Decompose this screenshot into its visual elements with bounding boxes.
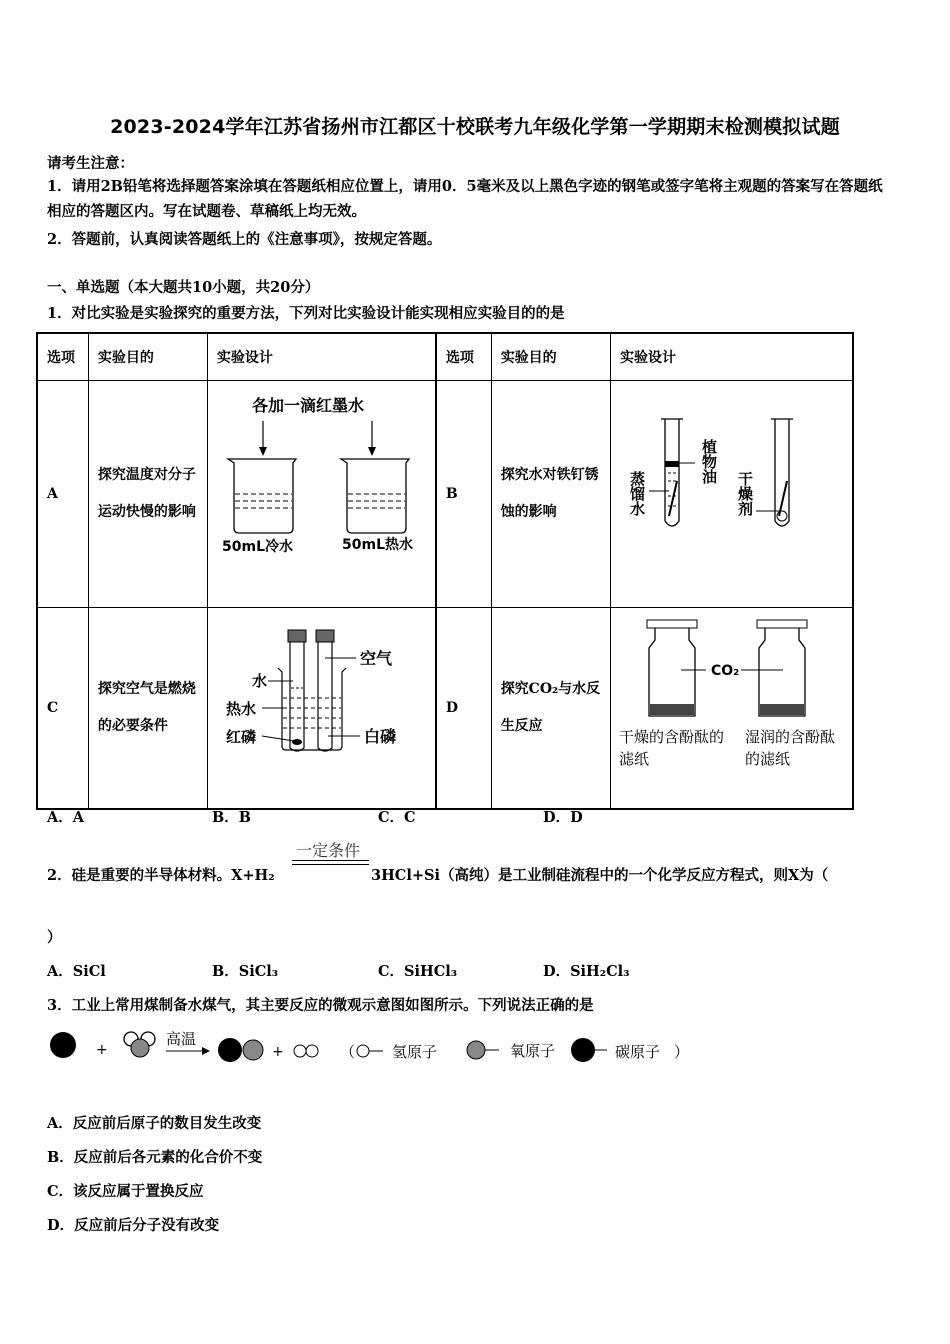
reaction-condition: 一定条件: [296, 841, 361, 860]
reaction-condition-label: 高温: [166, 1030, 197, 1048]
question-1-stem: 1．对比实验是实验探究的重要方法，下列对比实验设计能实现相应实验目的的是: [47, 305, 565, 322]
option-cell: A: [37, 381, 88, 608]
option-b[interactable]: B．B: [212, 809, 252, 826]
header-design: 实验设计: [207, 333, 436, 381]
header-purpose: 实验目的: [491, 333, 610, 381]
option-b[interactable]: B．反应前后各元素的化合价不变: [47, 1149, 263, 1166]
fig-c-air-label: 空气: [359, 649, 392, 668]
fig-a-hot-label: 50mL热水: [341, 537, 413, 553]
question-2-stem-b: 3HCl+Si（高纯）是工业制硅流程中的一个化学反应方程式，则X为（: [371, 867, 829, 884]
svg-text:+: +: [272, 1044, 284, 1060]
option-c[interactable]: C．SiHCl₃: [378, 963, 458, 980]
fig-a-top-label: 各加一滴红墨水: [251, 396, 364, 415]
question-2-stem-c: ）: [47, 929, 62, 946]
legend-close: ）: [674, 1043, 690, 1061]
fig-d-right-label: 湿润的含酚酞的滤纸: [744, 728, 835, 768]
legend-hydrogen: 氢原子: [392, 1043, 438, 1061]
option-a[interactable]: A．A: [47, 809, 85, 826]
reaction-arrow-line: [292, 860, 369, 861]
header-option: 选项: [37, 333, 88, 381]
option-cell: B: [436, 381, 491, 608]
question-3-stem: 3．工业上常用煤制备水煤气，其主要反应的微观示意图如图所示。下列说法正确的是: [47, 997, 594, 1014]
experiment-table: [36, 332, 854, 810]
fig-b-dryer-label: 干燥剂: [735, 471, 754, 516]
legend-oxygen: 氧原子: [510, 1042, 556, 1060]
svg-text:+: +: [96, 1042, 108, 1058]
header-purpose: 实验目的: [88, 333, 207, 381]
section-heading: 一、单选题（本大题共10小题，共20分）: [47, 279, 320, 296]
option-b[interactable]: B．SiCl₃: [212, 963, 279, 980]
option-cell: C: [37, 608, 88, 810]
fig-c-water-label: 水: [251, 672, 267, 690]
design-b-figure: [610, 381, 853, 608]
purpose-cell: 探究温度对分子运动快慢的影响: [88, 381, 207, 608]
fig-d-gas-label: CO₂: [710, 663, 740, 679]
option-cell: D: [436, 608, 491, 810]
fig-b-oil-1: 植物油: [699, 439, 718, 484]
option-d[interactable]: D．反应前后分子没有改变: [47, 1217, 220, 1234]
fig-a-cold-label: 50mL冷水: [221, 539, 293, 555]
table-row: [37, 381, 853, 608]
option-c[interactable]: C．C: [378, 809, 416, 826]
design-a-figure: [207, 381, 436, 608]
legend-open: （: [340, 1043, 356, 1061]
table-header-row: [37, 333, 853, 381]
page-title: 2023-2024学年江苏省扬州市江都区十校联考九年级化学第一学期期末检测模拟试题: [110, 116, 840, 138]
purpose-cell: 探究水对铁钉锈蚀的影响: [491, 381, 610, 608]
option-c[interactable]: C．该反应属于置换反应: [47, 1183, 204, 1200]
fig-c-red-label: 红磷: [225, 728, 256, 746]
design-d-figure: [610, 608, 853, 810]
fig-c-hot-label: 热水: [225, 700, 256, 718]
reaction-micro-diagram: [40, 1024, 740, 1074]
purpose-cell: 探究CO₂与水反生反应: [491, 608, 610, 810]
table-row: [37, 608, 853, 810]
legend-carbon: 碳原子: [615, 1043, 661, 1061]
option-a[interactable]: A．SiCl: [47, 963, 106, 980]
notice-item-2: 2．答题前，认真阅读答题纸上的《注意事项》，按规定答题。: [47, 231, 442, 248]
notice-item-1: 1．请用2B铅笔将选择题答案涂填在答题纸相应位置上，请用0．5毫米及以上黑色字迹的钢笔或签字笔将主观题的答案写在答题纸相应的答题区内。写在试题卷、草稿纸上均无效。: [47, 178, 883, 220]
option-a[interactable]: A．反应前后原子的数目发生改变: [47, 1115, 262, 1132]
design-c-figure: [207, 608, 436, 810]
reaction-arrow-line: [292, 864, 369, 865]
fig-d-left-label: 干燥的含酚酞的滤纸: [618, 728, 724, 768]
fig-b-water-label: 蒸馏水: [627, 471, 646, 516]
question-2-stem-a: 2．硅是重要的半导体材料。X+H₂: [47, 867, 275, 884]
header-design: 实验设计: [610, 333, 853, 381]
notice-heading: 请考生注意：: [47, 155, 134, 172]
option-d[interactable]: D．SiH₂Cl₃: [543, 963, 630, 980]
purpose-cell: 探究空气是燃烧的必要条件: [88, 608, 207, 810]
fig-c-white-label: 白磷: [363, 727, 396, 746]
header-option: 选项: [436, 333, 491, 381]
option-d[interactable]: D．D: [543, 809, 583, 826]
